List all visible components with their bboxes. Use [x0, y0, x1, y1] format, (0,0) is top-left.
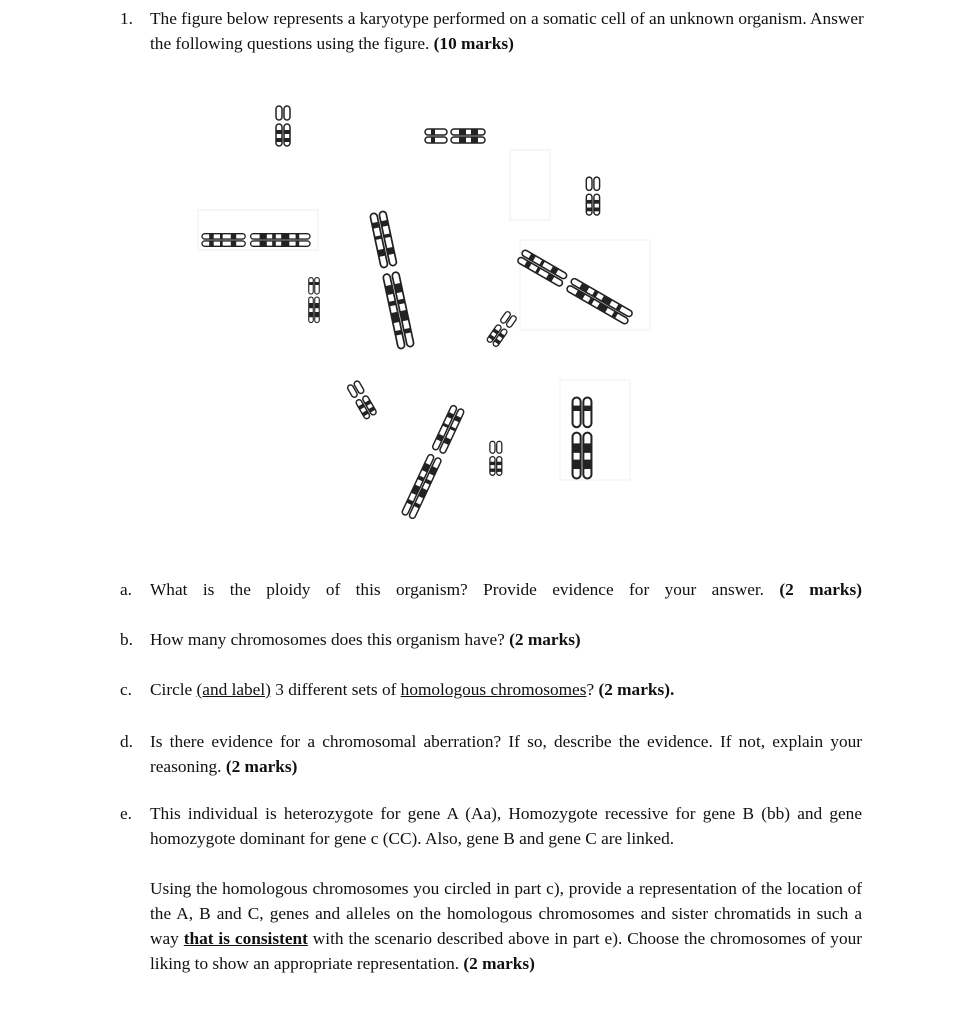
item-d-prompt: Is there evidence for a chromosomal aberration? If so, describe the evidence. If not, explain your reasoning. [150, 732, 862, 776]
chromosome-1 [276, 106, 290, 146]
item-a-marks: (2 marks) [779, 580, 862, 599]
instruction-paragraph [150, 876, 862, 976]
item-c [120, 677, 862, 702]
chromosome-5 [309, 278, 320, 323]
item-c-underline-2: homologous chromosomes [400, 680, 587, 699]
chromosome-8 [486, 311, 517, 348]
item-b-text [150, 627, 862, 652]
item-d-label: d. [120, 732, 133, 751]
question-marks: (10 marks) [433, 34, 514, 53]
chromosome-11 [490, 441, 502, 475]
item-b-prompt: How many chromosomes does this organism have? [150, 630, 510, 649]
chromosome-2 [425, 129, 485, 143]
paragraph-text-2: with the scenario described above in part e). Choose the chromosomes of your liking to show an appropriate representation. [150, 929, 862, 973]
item-c-prompt-1: Circle [150, 680, 197, 699]
item-d [120, 729, 862, 779]
item-e-text: This individual is heterozygote for gene A (Aa), Homozygote recessive for gene B (bb) and gene homozygote dominant for gene c (CC). Also, gene B and gene C are linked. [150, 804, 862, 848]
item-c-underline-1: (and label) [196, 680, 271, 699]
chromosome-9 [347, 380, 378, 420]
paragraph-marks: (2 marks) [463, 954, 535, 973]
question-number: 1. [120, 9, 133, 28]
item-e [120, 801, 862, 851]
item-c-text [150, 677, 862, 702]
question-prompt: The figure below represents a karyotype performed on a somatic cell of an unknown organism. Answer the following questions using the figure. [150, 9, 864, 53]
item-a [120, 577, 862, 602]
chromosome-3 [586, 177, 599, 215]
paragraph-emphasis: that is consistent [183, 929, 308, 948]
item-a-label: a. [120, 580, 132, 599]
item-d-text [150, 729, 862, 779]
chromosome-6 [370, 211, 414, 349]
item-c-label: c. [120, 680, 132, 699]
item-d-marks: (2 marks) [225, 757, 298, 776]
item-c-prompt-2: 3 different sets of [270, 680, 401, 699]
item-a-prompt: What is the ploidy of this organism? Provide evidence for your answer. [150, 580, 764, 599]
question-text [150, 6, 880, 56]
chromosome-7 [517, 249, 633, 325]
item-b-marks: (2 marks) [509, 630, 581, 649]
karyotype-figure [190, 90, 660, 530]
chromosome-12 [573, 398, 592, 479]
chromosome-4 [202, 234, 310, 247]
question-1 [120, 6, 880, 56]
chromosome-10 [401, 405, 464, 520]
paragraph-text-1: Using the homologous chromosomes you circled in part c), provide a representation of the location of the A, B and C, genes and alleles on the homologous chromosomes and sister chromatids in such a way [150, 879, 862, 948]
item-e-label: e. [120, 804, 132, 823]
item-c-marks: (2 marks). [598, 680, 675, 699]
item-b-label: b. [120, 630, 133, 649]
item-c-prompt-3: ? [586, 680, 599, 699]
item-b [120, 627, 862, 652]
item-a-text [150, 577, 862, 602]
